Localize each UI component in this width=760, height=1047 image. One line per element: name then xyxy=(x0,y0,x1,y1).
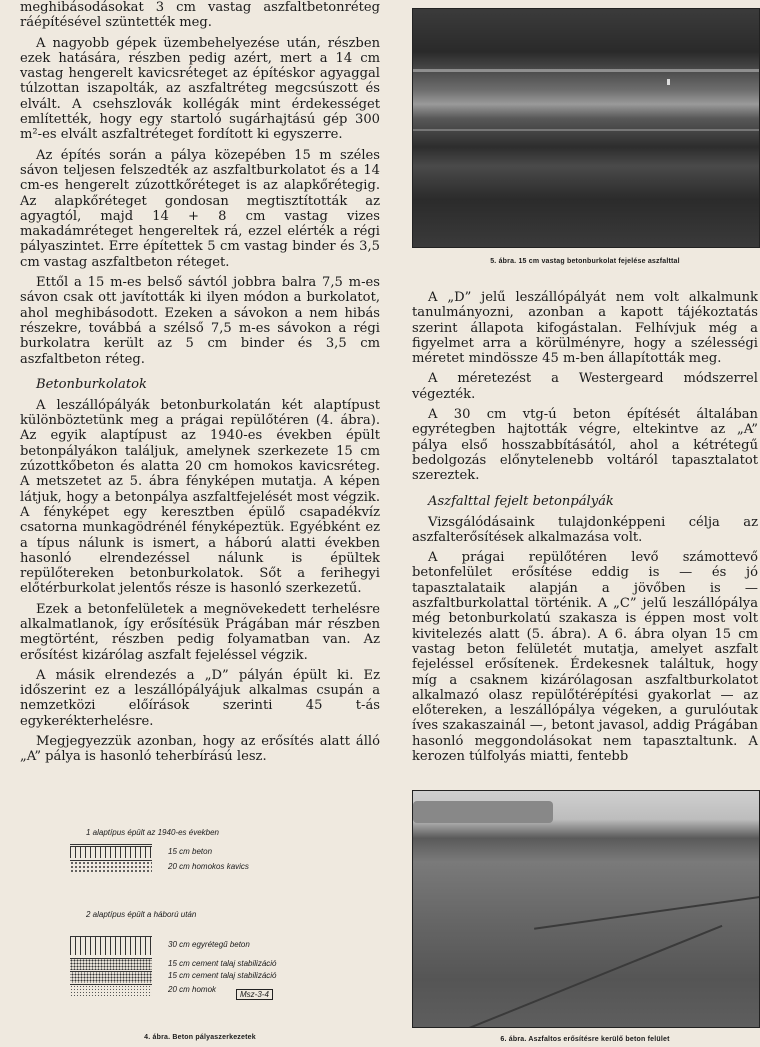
paragraph: A másik elrendezés a „D” pályán épült ki. Ez időszerint ez a leszállópályájuk alkalmas csupán a nemzetközi előírások szerinti 45 t-ás egykerékterhelésre. xyxy=(20,667,380,729)
figure-stamp: Msz-3-4 xyxy=(236,989,273,1000)
gravel-layer xyxy=(70,860,152,872)
layer-label: 20 cm homok xyxy=(168,985,217,994)
sand-layer xyxy=(70,984,152,996)
paragraph: A leszállópályák betonburkolatán két alaptípust különböztetünk meg a prágai repülőtéren (4. ábra). Az egyik alaptípust az 1940-es években épült betonpályákon találjuk, amelynek szerkezete 15 cm zúzottkőbeton és alatta 20 cm homokos kavicsréteg. A metszetet az 5. ábra fényképen mutatja. A képen látjuk, hogy a betonpálya aszfaltfejelését most végzik. A fényképet egy keresztben épülő csapadékvíz csatorna munkagödrénél fényképeztük. Egyébként ez a típus nálunk is ismert, a háború alatti években hasonló elrendezéssel nálunk is épültek repülőtereken betonburkolatok. Sőt a ferihegyi előtérburkolat jelentős része is hasonló szerkezetű. xyxy=(20,397,380,597)
paragraph: Ettől a 15 m-es belső sávtól jobbra balra 7,5 m-es sávon csak ott javították ki ilyen módon a burkolatot, ahol meghibásodott. Ezeken a sávokon a nem hibás részekre, továbbá a szélső 7,5 m-es sávokon a régi burkolatra került az 5 cm binder és 3,5 cm aszfaltbeton réteg. xyxy=(20,275,380,367)
paragraph: meghibásodásokat 3 cm vastag aszfaltbetonréteg ráépítésével szüntették meg. xyxy=(20,0,380,31)
runway-photo-fig5 xyxy=(412,8,760,248)
paragraph: Ezek a betonfelületek a megnövekedett terhelésre alkalmatlanok, így erősítésük Prágában már részben megtörtént, részben pedig folyamatban van. Az erősítést kizárólag aszfalt fejeléssel végzik. xyxy=(20,601,380,663)
right-column-text xyxy=(412,290,758,769)
section-heading: Aszfalttal fejelt betonpályák xyxy=(428,493,614,509)
concrete-layer xyxy=(70,846,152,858)
layer-label: 15 cm cement talaj stabilizáció xyxy=(168,971,277,980)
paragraph: Vizsgálódásaink tulajdonképpeni célja az aszfalterősítések alkalmazása volt. xyxy=(412,514,758,545)
layer-label: 15 cm beton xyxy=(168,847,213,856)
stabilization-layer xyxy=(70,958,152,970)
type1-title: 1 alaptípus épült az 1940-es években xyxy=(86,828,219,837)
layer-label: 15 cm cement talaj stabilizáció xyxy=(168,959,277,968)
figure-caption: 4. ábra. Beton pályaszerkezetek xyxy=(144,1034,256,1041)
section-heading: Betonburkolatok xyxy=(36,376,147,392)
paragraph: A nagyobb gépek üzembehelyezése után, részben ezek hatására, részben pedig azért, mert a 14 cm vastag hengerelt kavicsréteget az építéskor agyaggal túlzottan iszapolták, az aszfaltréteg megcsúszott és elvált. A csehszlovák kollégák mint érdekességet említették, hogy egy startoló sugárhajtású gép 300 m²-es elvált aszfaltréteget fordított ki egyszerre. xyxy=(20,35,380,143)
layer-label: 20 cm homokos kavics xyxy=(168,862,249,871)
paragraph: A méretezést a Westergeard módszerrel végezték. xyxy=(412,371,758,402)
concrete-surface-photo-fig6 xyxy=(412,790,760,1028)
figure-caption: 5. ábra. 15 cm vastag betonburkolat fejelése aszfalttal xyxy=(490,258,680,265)
type2-title: 2 alaptípus épült a háború után xyxy=(86,910,197,919)
concrete-layer xyxy=(70,936,152,955)
paragraph: A prágai repülőtéren levő számottevő betonfelület erősítése eddig is — és jó tapasztalataik alapján a jövőben is — aszfaltburkolattal történik. A „C” jelű leszállópálya még betonburkolatú szakasza is éppen most volt kivitelezés alatt (5. ábra). A 6. ábra olyan 15 cm vastag beton felületét mutatja, amelyet aszfalt fejeléssel erősítenek. Érdekesnek találtuk, hogy míg a csaknem kizárólagosan aszfaltburkolatot alkalmazó olasz repülőtérépítési gyakorlat — az előtereken, a leszállópálya végeken, a gurulóutak íves szakaszainál —, betont javasol, addig Prágában hasonló meggondolásokat nem tapasztaltunk. A kerozen túlfolyás miatti, fentebb xyxy=(412,550,758,765)
layer-label: 30 cm egyrétegű beton xyxy=(168,940,250,949)
paragraph: Megjegyezzük azonban, hogy az erősítés alatt álló „A” pálya is hasonló teherbírású lesz. xyxy=(20,734,380,765)
stabilization-layer xyxy=(70,971,152,983)
figure-caption: 6. ábra. Aszfaltos erősítésre kerülő beton felület xyxy=(500,1036,670,1043)
paragraph: A „D” jelű leszállópályát nem volt alkalmunk tanulmányozni, azonban a kapott tájékoztatás szerint állapota kifogástalan. Felhívjuk még a figyelmet arra a körülményre, hogy a szélességi méretet mindössze 45 m-ben állapították meg. xyxy=(412,290,758,367)
right-column xyxy=(412,0,758,248)
left-column xyxy=(20,0,380,770)
paragraph: A 30 cm vtg-ú beton építését általában egyrétegben hajtották végre, eltekintve az „A” pálya első hosszabbításától, ahol a kétrétegű bedolgozás előnytelenebb voltáról tapasztalatot szereztek. xyxy=(412,407,758,484)
paragraph: Az építés során a pálya közepében 15 m széles sávon teljesen felszedték az aszfaltburkolatot és a 14 cm-es hengerelt zúzottkőréteget is az alapkőrétegig. Az alapkőréteget gondosan megtisztították az agyagtól, majd 14 + 8 cm vastag vizes makadámréteget hengereltek rá, ezzel elérték a régi pályaszintet. Erre építettek 5 cm vastag binder és 3,5 cm vastag aszfaltbeton réteget. xyxy=(20,147,380,270)
